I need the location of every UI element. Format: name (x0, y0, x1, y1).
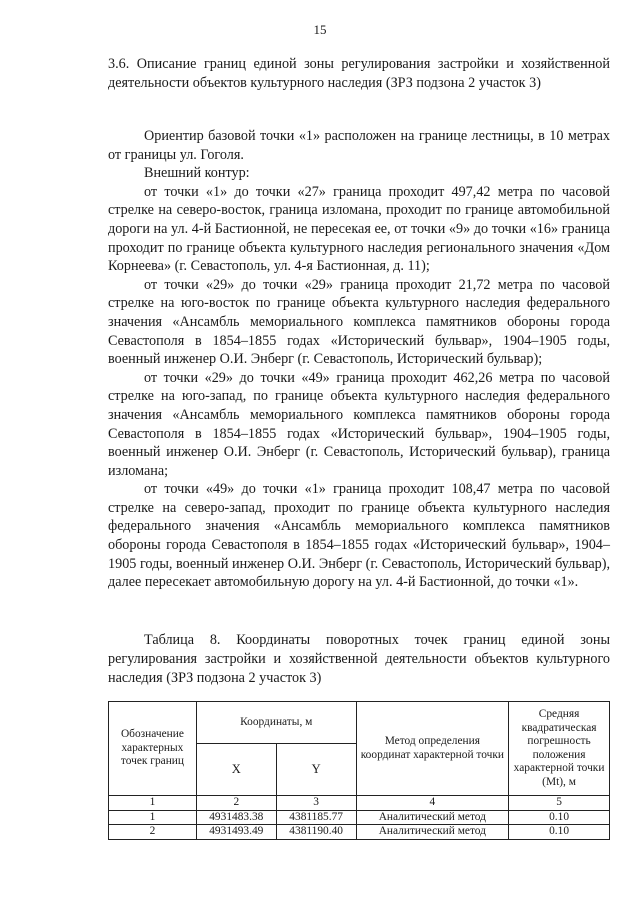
table-cell: 4381185.77 (276, 810, 356, 825)
table-cell: 4 (356, 796, 509, 811)
section-heading: 3.6. Описание границ единой зоны регулирования застройки и хозяйственной деятельности объектов культурного наследия (ЗРЗ подзона 2 участок 3) (108, 56, 610, 91)
header-x: X (196, 744, 276, 796)
table-row (109, 825, 610, 840)
paragraph-segment-29-49: от точки «29» до точки «49» граница проходит 462,26 метра по часовой стрелке на юго-запад, по границе объекта культурного наследия федерального значения «Ансамбль мемориального комплекса памятников обороны города Севастополя в 1854–1855 годах «Исторический бульвар», 1904–1905 годы, военный инженер О.И. Энберг (г. Севастополь, Исторический бульвар), граница изломана; (108, 369, 610, 479)
table-numbering-row (109, 796, 610, 811)
paragraph-outer-contour: Внешний контур: (144, 165, 250, 182)
table-cell: 0.10 (509, 810, 610, 825)
table-cell: 4931493.49 (196, 825, 276, 840)
paragraph-segment-29-29: от точки «29» до точки «29» граница проходит 21,72 метра по часовой стрелке на юго-восток по границе объекта культурного наследия федерального значения «Ансамбль мемориального комплекса памятников обороны города Севастополя в 1854–1855 годах «Исторический бульвар», 1904–1905 годы, военный инженер О.И. Энберг (г. Севастополь, Исторический бульвар); (108, 276, 610, 368)
table-cell: 1 (109, 810, 197, 825)
table-caption: Таблица 8. Координаты поворотных точек границ единой зоны регулирования застройки и хозяйственной деятельности объектов культурного наследия (ЗРЗ подзона 2 участок 3) (108, 632, 610, 686)
header-method: Метод определения координат характерной точки (356, 702, 509, 796)
section-body (108, 127, 610, 592)
page-number: 15 (313, 22, 327, 37)
header-point-name: Обозначение характерных точек границ (109, 702, 197, 796)
table-row (109, 810, 610, 825)
table-cell: 3 (276, 796, 356, 811)
coordinates-table (108, 701, 610, 840)
table-cell: 2 (109, 825, 197, 840)
table-cell: 1 (109, 796, 197, 811)
table-cell: Аналитический метод (356, 810, 509, 825)
paragraph-base-point: Ориентир базовой точки «1» расположен на границе лестницы, в 10 метрах от границы ул. Гоголя. (108, 128, 610, 163)
header-coordinates: Координаты, м (196, 702, 356, 744)
table-cell: 2 (196, 796, 276, 811)
table-cell: 0.10 (509, 825, 610, 840)
header-error: Средняя квадратическая погрешность положения характерной точки (Mt), м (509, 702, 610, 796)
paragraph-segment-1-27: от точки «1» до точки «27» граница проходит 497,42 метра по часовой стрелке на северо-восток, граница изломана, проходит по границе автомобильной дороги на ул. 4-й Бастионной, не пересекая ее, от точки «9» до точки «16» граница проходит по границе объекта культурного наследия регионального значения «Дом Корнеева» (г. Севастополь, ул. 4-я Бастионная, д. 11); (108, 183, 610, 275)
table-cell: Аналитический метод (356, 825, 509, 840)
paragraph-segment-49-1: от точки «49» до точки «1» граница проходит 108,47 метра по часовой стрелке на северо-запад, проходит по границе объекта культурного наследия федерального значения «Ансамбль мемориального комплекса памятников обороны города Севастополя в 1854–1855 годах «Исторический бульвар», 1904–1905 годы, военный инженер О.И. Энберг (г. Севастополь, Исторический бульвар), далее пересекает автомобильную дорогу на ул. 4-й Бастионной, до точки «1». (108, 481, 610, 591)
table-cell: 4381190.40 (276, 825, 356, 840)
table-cell: 4931483.38 (196, 810, 276, 825)
header-y: Y (276, 744, 356, 796)
table-cell: 5 (509, 796, 610, 811)
